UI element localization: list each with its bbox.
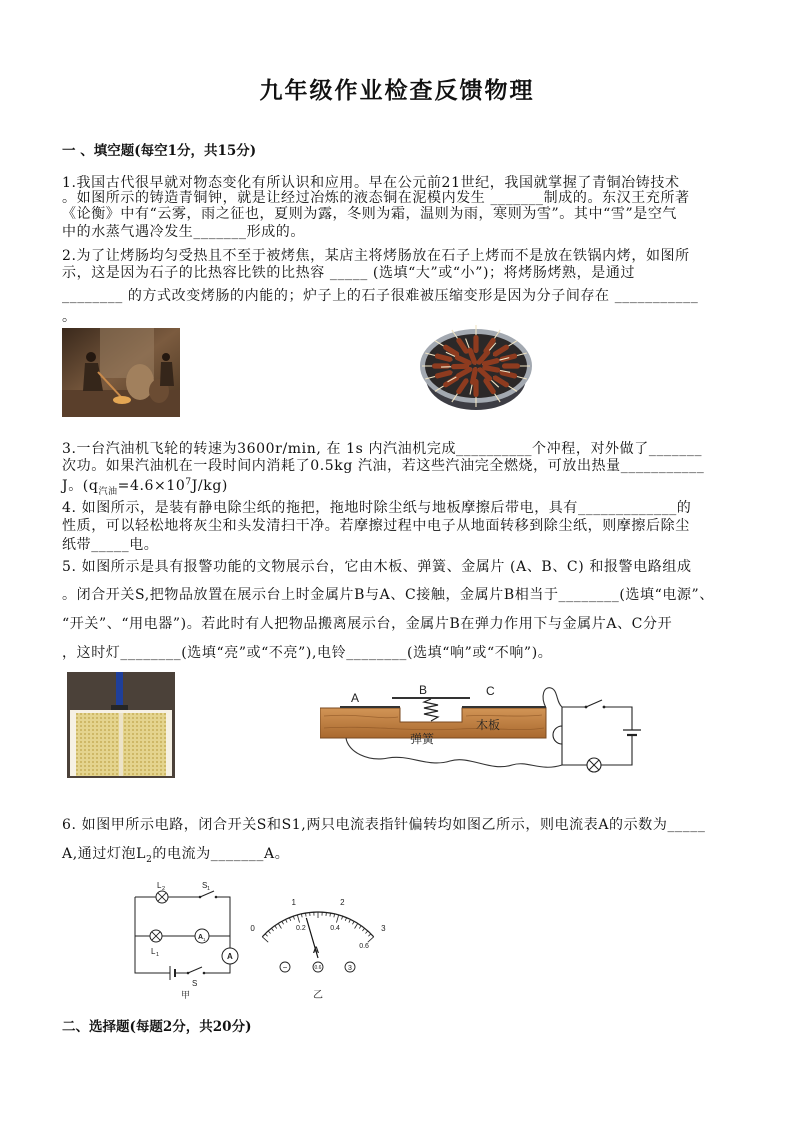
lamp-l1-icon — [150, 930, 162, 942]
question-2-line: 。 — [62, 309, 77, 325]
heat-value-unit: J/kg) — [191, 478, 228, 494]
outer-scale-label: 0 — [250, 924, 255, 933]
question-2-line: 示，这是因为石子的比热容比铁的比热容 _____ (选填“大”或“小”)；将烤肠烤熟，是通过 — [62, 265, 636, 281]
wire-from-plate-a — [346, 738, 562, 767]
figure-caption-yi: 乙 — [313, 990, 323, 1001]
ammeter-dial-figure — [248, 890, 394, 1002]
worker-body — [160, 362, 174, 386]
switch-blade — [586, 700, 602, 707]
question-1-line: 1.我国古代很早就对物态变化有所认识和应用。早在公元前21世纪，我国就掌握了青铜冶铸技术 — [62, 175, 680, 191]
meter-tick — [368, 934, 370, 936]
sausage-body — [473, 335, 478, 353]
grilled-sausage-photo — [418, 318, 535, 415]
meter-tick — [286, 919, 288, 922]
sausage-body — [432, 363, 450, 368]
board-label: 木板 — [476, 718, 501, 732]
electric-bell-icon — [553, 726, 562, 744]
meter-tick — [268, 931, 270, 934]
question-6-line — [62, 845, 289, 863]
meter-tick — [293, 916, 294, 919]
wire-from-plate-c — [543, 688, 562, 708]
question-4-line: 纸带_____电。 — [62, 537, 159, 553]
mop-handle — [116, 672, 123, 710]
lamp-l1-label-sub: 1 — [156, 952, 160, 958]
question-4-line: 性质，可以轻松地将灰尘和头发清扫干净。若摩擦过程中电子从地面转移到除尘纸，则摩擦后除尘 — [62, 518, 690, 534]
question-1-line: 中的水蒸气遇冷发生_______形成的。 — [62, 224, 305, 240]
plate-b-label: B — [419, 683, 428, 697]
ammeter-a-label: A — [227, 952, 233, 961]
meter-tick — [345, 918, 346, 921]
lamp-l2-label-sub: 2 — [162, 886, 166, 892]
switch-s-label: S — [192, 979, 198, 988]
alarm-circuit-wires — [562, 707, 632, 765]
question-1-line: 《论衡》中有“云雾，雨之征也，夏则为露，冬则为霜，温则为雨，寒则为雪”。其中“雪”是空气 — [62, 206, 678, 222]
meter-tick — [289, 918, 290, 921]
question-5-line: ，这时灯________(选填“亮”或“不亮”),电铃________(选填“响”或“不响”)。 — [62, 645, 553, 661]
inner-scale-label: 0.4 — [330, 925, 340, 932]
question-6-line: 6. 如图甲所示电路，闭合开关S和S1,两只电流表指针偏转均如图乙所示，则电流表A的示数为_____ — [62, 817, 706, 833]
plate-a-label: A — [351, 691, 360, 705]
bronze-casting-photo — [62, 328, 180, 417]
circuit-wires — [135, 897, 230, 973]
sausage-body — [502, 363, 520, 368]
ammeter-a1-label-sub: 1 — [203, 937, 206, 942]
terminal-0-6-label: 0.6 — [314, 965, 322, 971]
page-title: 九年级作业检查反馈物理 — [259, 78, 535, 104]
meter-tick — [352, 921, 354, 924]
spring-label: 弹簧 — [410, 732, 435, 746]
question-3-line: 次功。如果汽油机在一段时间内消耗了0.5kg 汽油，若这些汽油完全燃烧，可放出热量___________ — [62, 458, 705, 474]
meter-tick — [368, 937, 374, 942]
lamp-l1-label: L — [151, 947, 156, 956]
worker-head — [86, 352, 96, 362]
meter-tick — [359, 926, 361, 929]
inner-scale-label: 0.2 — [296, 925, 306, 932]
lamp-icon — [587, 758, 601, 772]
question-3-line: 3.一台汽油机飞轮的转速为3600r/min, 在 1s 内汽油机完成__________个冲程，对外做了_______ — [62, 441, 703, 457]
terminal-3-label: 3 — [348, 965, 352, 972]
outer-scale-label: 3 — [381, 924, 386, 933]
meter-tick — [301, 914, 302, 917]
meter-tick — [278, 923, 281, 928]
circuit-diagram-jia — [128, 876, 243, 1002]
question-6-line-end: 的电流为_______A。 — [152, 846, 290, 862]
meter-unit-label: A — [312, 945, 320, 955]
question-5-line: 。闭合开关S,把物品放置在展示台上时金属片B与A、C接触，金属片B相当于________(选填“电源”、 — [62, 587, 714, 603]
question-3-heat-value-line — [62, 477, 228, 495]
meter-tick — [355, 923, 358, 928]
heat-value-number: =4.6×10 — [117, 478, 186, 494]
outer-scale-label: 2 — [340, 898, 345, 907]
figure-caption-jia: 甲 — [181, 991, 191, 1001]
meter-tick — [275, 926, 277, 929]
plate-c-label: C — [486, 684, 495, 698]
meter-tick — [334, 914, 335, 917]
spring — [424, 699, 438, 721]
meter-tick — [365, 931, 367, 934]
question-2-line: 2.为了让烤肠均匀受热且不至于被烤焦，某店主将烤肠放在石子上烤而不是放在铁锅内烤，如图所 — [62, 248, 690, 264]
molten-bronze — [113, 396, 131, 404]
fuel-subscript: 汽油 — [98, 486, 118, 497]
negative-terminal-label: − — [282, 963, 288, 972]
question-4-line: 4. 如图所示，是装有静电除尘纸的拖把，拖地时除尘纸与地板摩擦后带电，具有_____________的 — [62, 500, 692, 516]
section-heading-multiple-choice: 二、选择题(每题2分，共20分) — [62, 1019, 252, 1035]
ammeter-a1-label: A — [198, 934, 204, 941]
switch-contact — [603, 706, 606, 709]
meter-ticks — [262, 912, 373, 942]
switch-s-icon — [187, 967, 206, 974]
outer-scale-label: 1 — [291, 898, 296, 907]
switch-s1-label: S — [202, 881, 208, 890]
dust-mop-photo — [67, 672, 175, 778]
meter-tick — [282, 921, 284, 924]
heat-value-prefix: J。(q — [62, 478, 99, 494]
switch-s1-icon — [199, 891, 218, 898]
inner-scale-label: 0.6 — [359, 943, 369, 950]
battery-icon — [170, 966, 175, 980]
lamp-subscript: 2 — [146, 854, 153, 865]
meter-tick — [336, 915, 338, 923]
question-5-line: 5. 如图所示是具有报警功能的文物展示台，它由木板、弹簧、金属片 (A、B、C) 和报警电路组成 — [62, 559, 692, 575]
meter-tick — [349, 919, 351, 922]
meter-tick — [271, 928, 273, 931]
section-heading-fill-in: 一 、填空题(每空1分，共15分) — [62, 143, 257, 159]
worker-head — [162, 353, 170, 361]
meter-tick — [262, 937, 268, 942]
question-6-line-start: A,通过灯泡L — [62, 846, 147, 862]
question-5-line: “开关”、“用电器”)。若此时有人把物品搬离展示台，金属片B在弹力作用下与金属片A、C分开 — [62, 616, 673, 632]
meter-tick — [265, 934, 267, 936]
meter-tick — [362, 928, 364, 931]
question-1-line: 。如图所示的铸造青铜钟，就是让经过冶炼的液态铜在泥模内发生 _______制成的。东汉王充所著 — [62, 190, 690, 206]
meter-tick — [297, 915, 299, 923]
lamp-l2-icon — [156, 891, 168, 903]
switch-s1-label-sub: 1 — [207, 886, 211, 892]
alarm-display-stand-diagram — [320, 680, 642, 778]
heat-value-exponent: 7 — [185, 477, 192, 488]
question-2-line: ________ 的方式改变烤肠的内能的；炉子上的石子很难被压缩变形是因为分子间存在 ___________ — [62, 288, 699, 304]
lamp-l2-label: L — [157, 881, 162, 890]
meter-tick — [342, 916, 343, 919]
switch-contact — [585, 706, 588, 709]
